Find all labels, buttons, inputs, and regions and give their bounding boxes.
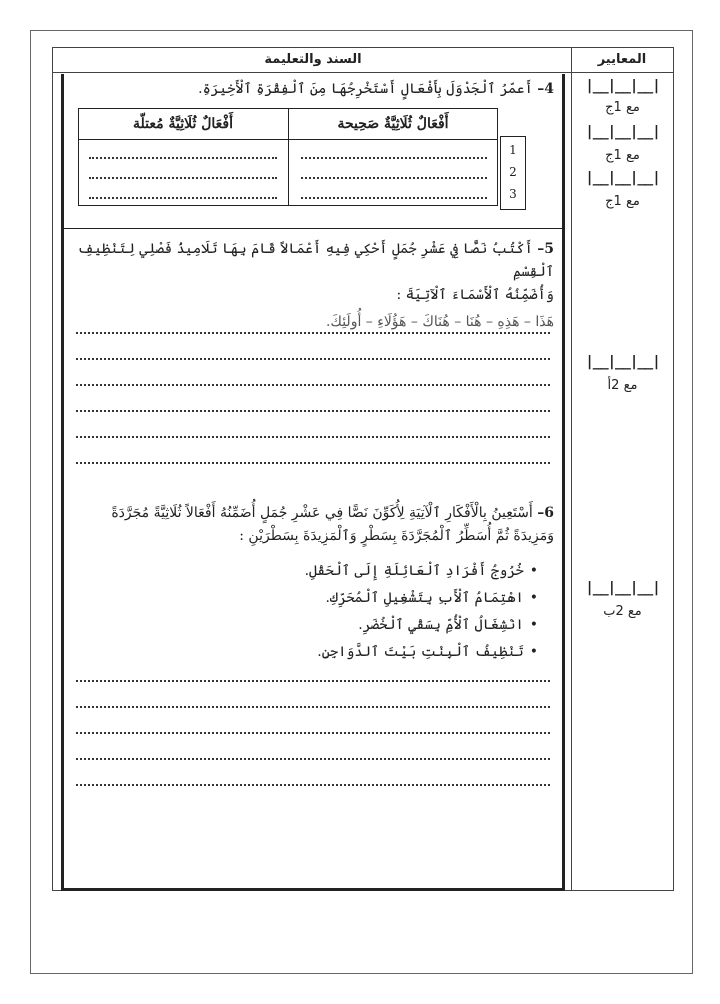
question-number: 6– xyxy=(537,505,554,521)
column-header-weak-verbs: أَفْعَالٌ ثُلَاثِيَّةٌ مُعتلّة xyxy=(132,116,234,132)
question-4 xyxy=(198,78,554,101)
answer-line[interactable] xyxy=(301,197,487,200)
question-number: 4– xyxy=(537,81,554,97)
answer-line[interactable] xyxy=(76,436,550,439)
answer-line[interactable] xyxy=(76,410,550,413)
list-item: • تَنْظِيفُ ٱلْبِنْتِ بَيْتَ ٱلدَّوَاجِنِ. xyxy=(305,639,538,666)
list-item: • انْشِغَالُ ٱلْأُمِّ بِسَقْيِ ٱلْخُضَرِ. xyxy=(305,612,538,639)
criteria-box[interactable]: |__|__|__| xyxy=(585,170,660,186)
criteria-box[interactable]: |__|__|__| xyxy=(585,78,660,94)
answer-line[interactable] xyxy=(76,462,550,465)
criteria-column xyxy=(571,48,673,890)
criteria-label: مع 2أ xyxy=(607,378,638,393)
question-6 xyxy=(72,502,554,548)
header-main: السند والتعليمة xyxy=(264,52,362,67)
row-index: 1 xyxy=(509,143,517,157)
answer-line[interactable] xyxy=(76,332,550,335)
answer-line[interactable] xyxy=(301,157,487,160)
answer-line[interactable] xyxy=(76,706,550,709)
question-text: أَعمّرُ ٱلْجَدْوَلَ بِأَفْعَالٍ أَسْتَخْرِجُهَا مِنَ ٱلْفِقْرَةِ ٱلْأَخِيرَةِ. xyxy=(198,81,533,97)
row-index-box xyxy=(500,136,526,210)
answer-line[interactable] xyxy=(76,758,550,761)
ideas-list xyxy=(305,558,538,666)
header-criteria: المعايير xyxy=(597,52,647,67)
exercise-table xyxy=(52,47,674,891)
answer-line[interactable] xyxy=(89,157,277,160)
criteria-label: مع 1ج xyxy=(605,100,640,115)
criteria-label: مع 1ج xyxy=(605,194,640,209)
row-index: 2 xyxy=(509,165,517,179)
answer-line[interactable] xyxy=(76,732,550,735)
answer-line[interactable] xyxy=(76,784,550,787)
demonstrative-list: هَذَا – هَذِهِ – هُنَا – هُنَاكَ – هَؤُلَاءِ – أُولَئِكَ. xyxy=(325,314,554,330)
question-text: أَسْتَعِينُ بِالْأَفْكَارِ ٱلْآتِيَةِ لِأُكَوِّنَ نَصًّا فِي عَشْرِ جُمَلٍ أُضَمِّنُهُ أَفْعَالاً ثُلَاثِيَّةً مُجَرَّدَةً xyxy=(111,505,533,521)
criteria-box[interactable]: |__|__|__| xyxy=(585,354,660,370)
criteria-box[interactable]: |__|__|__| xyxy=(585,124,660,140)
content-box xyxy=(61,74,565,891)
column-header-sound-verbs: أَفْعَالٌ ثُلَاثِيَّةٌ صَحِيحة xyxy=(337,116,449,132)
answer-line[interactable] xyxy=(89,177,277,180)
answer-line[interactable] xyxy=(89,197,277,200)
answer-line[interactable] xyxy=(76,384,550,387)
question-text: وَأُضَمِّنُهُ ٱلْأَسْمَاءَ ٱلْآتِيَةَ : xyxy=(396,287,554,303)
list-item: • اهْتِمَامُ ٱلْأَبِ بِتَشْغِيلِ ٱلْمُحَرِّكِ. xyxy=(305,585,538,612)
question-text: أَكْتُبُ نَصًّا فِي عَشْرِ جُمَلٍ أَحْكِي فِيهِ أَعْمَالاً قَامَ بِهَا تَلَامِيذُ فَصْلِي لِتَنْظِيفِ ٱلْقِسْمِ xyxy=(77,241,554,280)
list-item: • خُرُوجُ أَفْرَادِ ٱلْعَائِلَةِ إِلَى ٱلْحَقْلِ. xyxy=(305,558,538,585)
answer-line[interactable] xyxy=(301,177,487,180)
answer-line[interactable] xyxy=(76,680,550,683)
verbs-table xyxy=(78,108,498,206)
criteria-label: مع 2ب xyxy=(603,604,642,619)
answer-line[interactable] xyxy=(76,358,550,361)
section-divider xyxy=(64,228,562,229)
criteria-label: مع 1ج xyxy=(605,148,640,163)
row-index: 3 xyxy=(509,187,517,201)
criteria-box[interactable]: |__|__|__| xyxy=(585,580,660,596)
question-5 xyxy=(72,238,554,334)
question-number: 5– xyxy=(537,241,554,257)
question-text: وَمَزِيدَةً ثُمَّ أُسَطِّرُ ٱلْمُجَرَّدَةَ بِسَطْرٍ وَٱلْمَزِيدَةَ بِسَطْرَيْنِ : xyxy=(239,528,554,544)
